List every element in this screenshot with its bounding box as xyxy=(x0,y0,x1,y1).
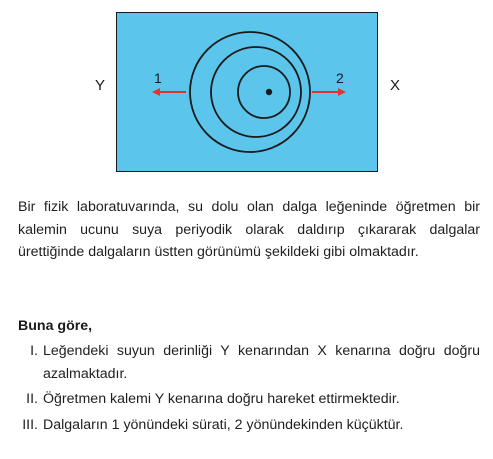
side-label-x: X xyxy=(390,77,401,94)
option-2-text: Öğretmen kalemi Y kenarına doğru hareket ettirmektedir. xyxy=(43,391,400,407)
wave-front-outer xyxy=(190,32,310,152)
option-3-number: III. xyxy=(22,416,38,433)
option-2-number: II. xyxy=(26,391,38,407)
side-label-y: Y xyxy=(95,77,106,94)
wave-source-dot xyxy=(266,89,272,95)
arrow-2-label: 2 xyxy=(336,70,344,86)
option-3-text: Dalgaların 1 yönündeki sürati, 2 yönündekinden küçüktür. xyxy=(43,416,404,433)
option-1-number: I. xyxy=(30,343,38,359)
option-1 xyxy=(18,340,480,385)
option-1-text: Leğendeki suyun derinliği Y kenarından X kenarına doğru doğru azalmaktadır. xyxy=(43,343,480,382)
wave-tank-figure xyxy=(0,0,493,185)
question-prompt: Buna göre, xyxy=(18,318,93,334)
wave-diagram xyxy=(116,12,378,172)
question-paragraph: Bir fizik laboratuvarında, su dolu olan dalga leğeninde öğretmen bir kalemin ucunu suya periyodik olarak daldırıp çıkararak dalgalar ürettiğinde dalgaların üstten görünümü şekildeki gibi olmaktadır. xyxy=(18,199,480,260)
wave-front-middle xyxy=(211,47,301,137)
options-list xyxy=(18,340,480,439)
option-3 xyxy=(18,414,480,437)
option-2 xyxy=(18,388,480,411)
wave-front-inner xyxy=(238,66,290,118)
arrow-1-label: 1 xyxy=(154,70,162,86)
